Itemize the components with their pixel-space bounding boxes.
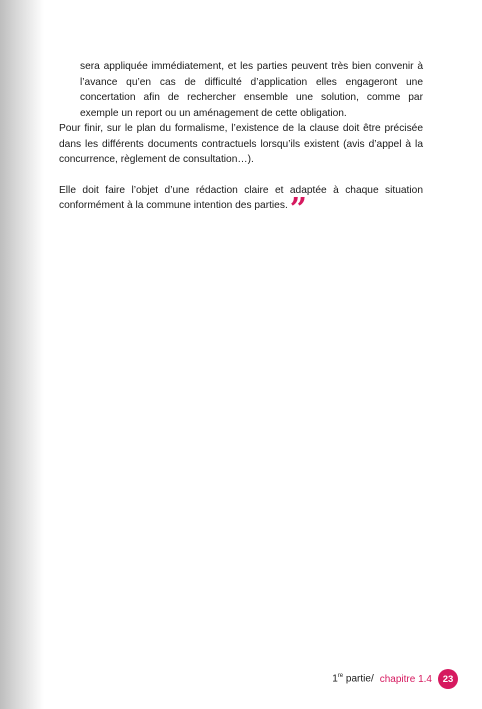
paragraph-2: Pour finir, sur le plan du formalisme, l’existence de la clause doit être précisée dans les différents documents contractuels lorsqu’ils existent (avis d’appel à la concurrence, règlement de consultation…). [59, 123, 423, 165]
closing-quote-mark-icon: ” [289, 192, 308, 227]
paragraph-3-text: Elle doit faire l’objet d’une rédaction claire et adaptée à chaque situation conformément à la commune intention des parties. [59, 184, 423, 211]
paragraph-1: sera appliquée immédiatement, et les parties peuvent très bien convenir à l’avance qu’en cas de difficulté d’application elles engageront une concertation afin de rechercher ensemble une solution, comme par exemple un report ou un aménagement de cette obligation. [80, 61, 423, 119]
part-suffix: re [337, 673, 344, 680]
page-footer [332, 669, 458, 689]
part-number: 1 [332, 673, 338, 685]
part-reference [332, 673, 373, 684]
body-text [59, 59, 423, 227]
page-number-badge: 23 [438, 669, 458, 689]
chapter-reference: chapitre 1.4 [379, 673, 432, 685]
page-edge-shadow [0, 0, 44, 709]
part-label: partie/ [343, 673, 374, 685]
paragraph-3 [59, 183, 423, 227]
